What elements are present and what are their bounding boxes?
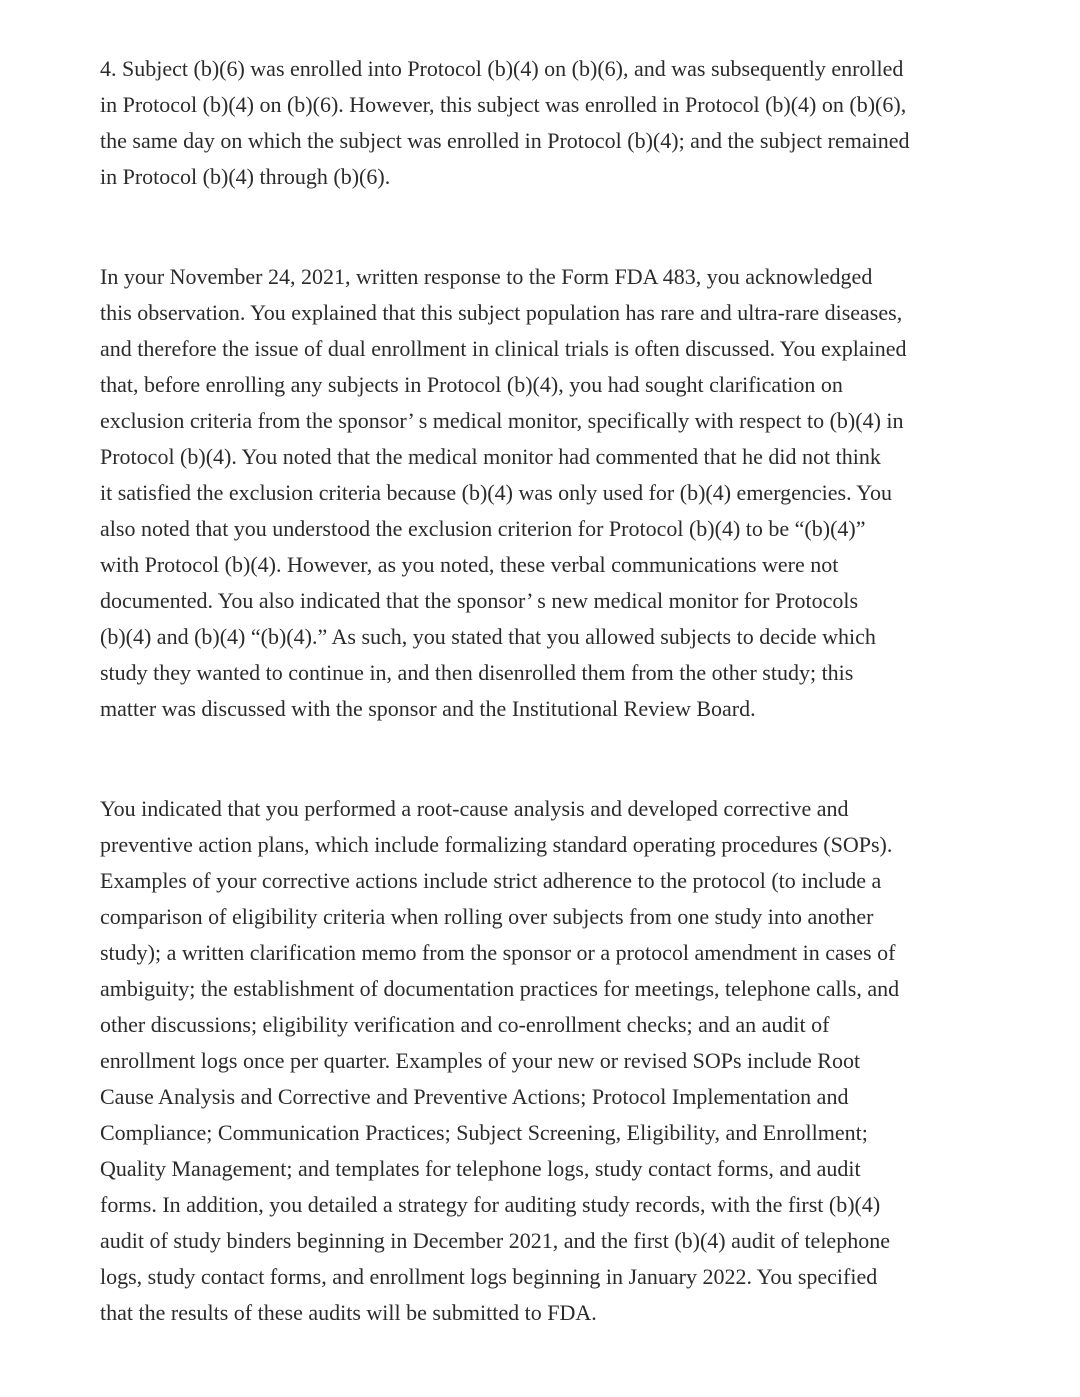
text-line: that, before enrolling any subjects in Protocol (b)(4), you had sought clarification on: [100, 372, 843, 397]
text-line: that the results of these audits will be submitted to FDA.: [100, 1300, 597, 1325]
text-line: study they wanted to continue in, and then disenrolled them from the other study; this: [100, 660, 854, 685]
text-line: (b)(4) and (b)(4) “(b)(4).” As such, you stated that you allowed subjects to decide which: [100, 624, 876, 649]
text-line: study); a written clarification memo from the sponsor or a protocol amendment in cases of: [100, 940, 896, 965]
text-line: forms. In addition, you detailed a strategy for auditing study records, with the first (b)(4): [100, 1192, 881, 1217]
text-line: matter was discussed with the sponsor and the Institutional Review Board.: [100, 696, 756, 721]
text-line: and therefore the issue of dual enrollment in clinical trials is often discussed. You explained: [100, 336, 907, 361]
text-line: exclusion criteria from the sponsor’ s medical monitor, specifically with respect to (b)(4) in: [100, 408, 904, 433]
text-line: Quality Management; and templates for telephone logs, study contact forms, and audit: [100, 1156, 861, 1181]
text-line: You indicated that you performed a root-cause analysis and developed corrective and: [100, 796, 849, 821]
text-line: preventive action plans, which include formalizing standard operating procedures (SOPs).: [100, 832, 893, 857]
text-line: in Protocol (b)(4) on (b)(6). However, this subject was enrolled in Protocol (b)(4) on (b)(6),: [100, 92, 907, 117]
paragraph-subject-enrollment: [100, 51, 1000, 195]
text-line: this observation. You explained that this subject population has rare and ultra-rare diseases,: [100, 300, 903, 325]
text-line: logs, study contact forms, and enrollment logs beginning in January 2022. You specified: [100, 1264, 878, 1289]
text-line: with Protocol (b)(4). However, as you noted, these verbal communications were not: [100, 552, 839, 577]
text-line: 4. Subject (b)(6) was enrolled into Protocol (b)(4) on (b)(6), and was subsequently enrolled: [100, 56, 904, 81]
text-line: also noted that you understood the exclusion criterion for Protocol (b)(4) to be “(b)(4)”: [100, 516, 866, 541]
text-line: audit of study binders beginning in December 2021, and the first (b)(4) audit of telephone: [100, 1228, 890, 1253]
paragraph-written-response: [100, 259, 1000, 727]
text-line: Compliance; Communication Practices; Subject Screening, Eligibility, and Enrollment;: [100, 1120, 868, 1145]
text-line: Protocol (b)(4). You noted that the medical monitor had commented that he did not think: [100, 444, 881, 469]
text-line: documented. You also indicated that the sponsor’ s new medical monitor for Protocols: [100, 588, 859, 613]
text-line: the same day on which the subject was enrolled in Protocol (b)(4); and the subject remained: [100, 128, 910, 153]
text-line: ambiguity; the establishment of documentation practices for meetings, telephone calls, and: [100, 976, 900, 1001]
paragraph-corrective-actions: [100, 791, 1000, 1331]
text-line: other discussions; eligibility verification and co-enrollment checks; and an audit of: [100, 1012, 830, 1037]
text-line: enrollment logs once per quarter. Examples of your new or revised SOPs include Root: [100, 1048, 861, 1073]
text-line: in Protocol (b)(4) through (b)(6).: [100, 164, 391, 189]
text-line: comparison of eligibility criteria when rolling over subjects from one study into another: [100, 904, 874, 929]
text-line: In your November 24, 2021, written response to the Form FDA 483, you acknowledged: [100, 264, 873, 289]
text-line: Cause Analysis and Corrective and Preventive Actions; Protocol Implementation and: [100, 1084, 849, 1109]
text-line: it satisfied the exclusion criteria because (b)(4) was only used for (b)(4) emergencies. You: [100, 480, 892, 505]
text-line: Examples of your corrective actions include strict adherence to the protocol (to include a: [100, 868, 882, 893]
